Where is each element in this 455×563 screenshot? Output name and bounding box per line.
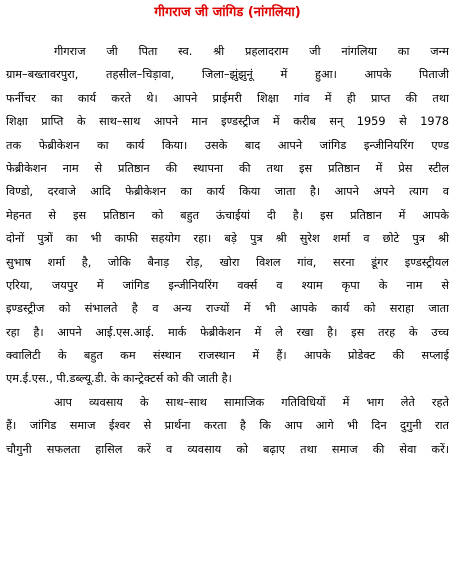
paragraph-2 xyxy=(6,391,449,461)
text-line: रहा है। आपने आई.एस.आई. मार्क फेब्रीकेशन में ले रखा है। इस तरह के उच्च xyxy=(6,325,449,339)
document-title: गीगराज जी जांगिड (नांगलिया) xyxy=(154,5,301,20)
paragraph-1 xyxy=(6,40,449,391)
text-line: चौगुनी सफलता हासिल करें व व्यवसाय को बढ़ाए तथा समाज की सेवा करें। xyxy=(6,442,449,456)
text-line: विण्डो, दरवाजे आदि फेब्रीकेशन का कार्य किया जाता है। आपने अपने त्याग व xyxy=(6,185,449,199)
text-line: सुभाष शर्मा है, जोकि बैनाड़ रोड़, खोरा विशल गांव, सरना डूंगर इण्डस्ट्रीयल xyxy=(6,255,449,269)
text-line: फेब्रीकेशन नाम से प्रतिष्ठान की स्थापना की तथा इस प्रतिष्ठान में प्रेस स्टील xyxy=(6,161,449,175)
text-line: आप व्यवसाय के साथ–साथ सामाजिक गतिविधियों में भाग लेते रहते xyxy=(54,395,449,409)
text-line: हैं। जांगिड समाज ईश्वर से प्रार्थना करता है कि आप आगे भी दिन दुगुनी रात xyxy=(6,419,449,433)
text-line: तक फेब्रीकेशन का कार्य किया। उसके बाद आपने जांगिड इन्जीनियरिंग एण्ड xyxy=(6,138,449,152)
text-line: ग्राम–बख्तावरपुरा, तहसील–चिड़ावा, जिला–झुंझुनूं में हुआ। आपके पिताजी xyxy=(6,68,449,82)
text-line: शिक्षा प्राप्ति के साथ–साथ आपने मान इण्डस्ट्रीज में करीब सन् 1959 से 1978 xyxy=(6,115,449,129)
text-line: गीगराज जी पिता स्व. श्री प्रहलादराम जी नांगलिया का जन्म xyxy=(54,45,449,58)
text-line: दोनों पुत्रों का भी काफी सहयोग रहा। बड़े पुत्र श्री सुरेश शर्मा व छोटे पुत्र श्री xyxy=(6,232,449,246)
text-line: एम.ई.एस., पी.डब्ल्यू.डी. के कान्ट्रेक्टर्स को की जाती है। xyxy=(6,372,232,386)
text-line: एरिया, जयपुर में जांगिड इन्जीनियरिंग वर्क्स व श्याम कृपा के नाम से xyxy=(6,278,449,292)
text-line: मेहनत से इस प्रतिष्ठान को बहुत ऊंचाईयां दी है। इस प्रतिष्ठान में आपके xyxy=(6,208,449,222)
text-line: इण्डस्ट्रीज को संभालते है व अन्य राज्यों में भी आपके कार्य को सराहा जाता xyxy=(6,302,449,316)
text-line: फर्नीचर का कार्य करते थे। आपने प्राईमरी शिक्षा गांव में ही प्राप्त की तथा xyxy=(6,91,449,105)
text-line: क्वालिटी के बहुत कम संस्थान राजस्थान में हैं। आपके प्रोडेक्ट की सप्लाई xyxy=(6,349,449,363)
